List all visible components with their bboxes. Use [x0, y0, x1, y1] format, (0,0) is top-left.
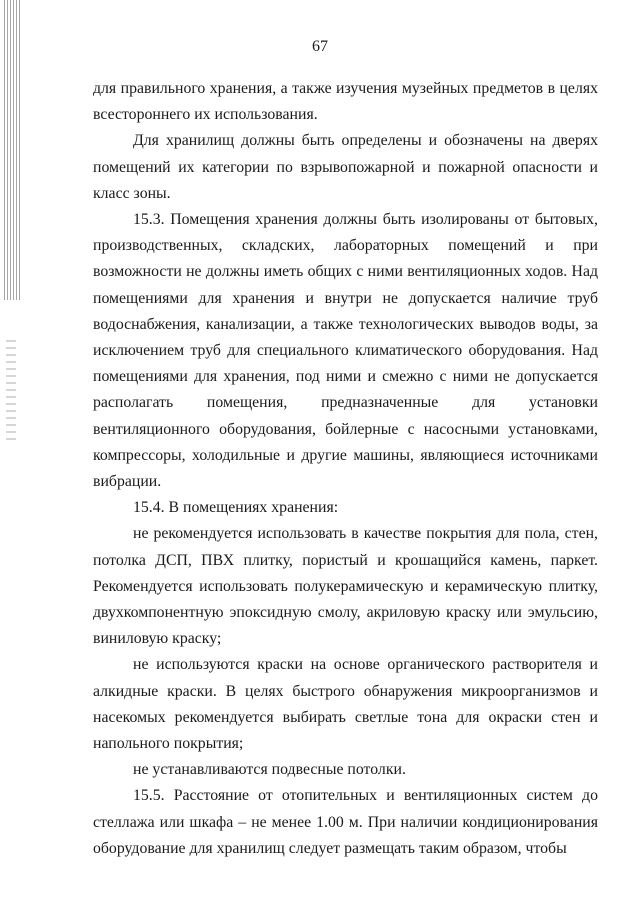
paragraph-15-4: 15.4. В помещениях хранения: — [133, 499, 339, 517]
paragraph-continuation: для правильного хранения, а также изучения музейных предметов в целях всестороннего их использования. — [93, 80, 598, 124]
scan-binding-marks — [6, 340, 16, 440]
paragraph-paints: не используются краски на основе органического растворителя и алкидные краски. В целях быстрого обнаружения микроорганизмов и насекомых рекомендуется выбирать светлые тона для окраски стен и напольного покрытия; — [93, 656, 598, 753]
paragraph-15-3: 15.3. Помещения хранения должны быть изолированы от бытовых, производственных, складских, лабораторных помещений и при возможности не должны иметь общих с ними вентиляционных ходов. Над помещениями для хранения и внутри не допускается наличие труб водоснабжения, канализации, а также технологических выводов воды, за исключением труб для специального климатического оборудования. Над помещениями для хранения, под ними и смежно с ними не допускается располагать помещения, предназначенные для установки вентиляционного оборудования, бойлерные с насосными установками, компрессоры, холодильные и другие машины, являющиеся источниками вибрации. — [93, 211, 598, 491]
paragraph-door-marking: Для хранилищ должны быть определены и обозначены на дверях помещений их категории по взрывопожарной и пожарной опасности и класс зоны. — [93, 132, 598, 202]
paragraph-15-5: 15.5. Расстояние от отопительных и вентиляционных систем до стеллажа или шкафа – не менее 1.00 м. При наличии кондиционирования оборудование для хранилищ следует размещать таким образом, чтобы — [93, 787, 598, 857]
paragraph-ceilings: не устанавливаются подвесные потолки. — [133, 761, 406, 779]
paragraph-coverings: не рекомендуется использовать в качестве покрытия для пола, стен, потолка ДСП, ПВХ плитку, пористый и крошащийся камень, паркет. Рекомендуется использовать полукерамическую и керамическую плитку, двухкомпонентную эпоксидную смолу, акриловую краску или эмульсию, виниловую краску; — [93, 525, 598, 648]
document-body — [93, 76, 598, 862]
page-number: 67 — [312, 38, 328, 55]
